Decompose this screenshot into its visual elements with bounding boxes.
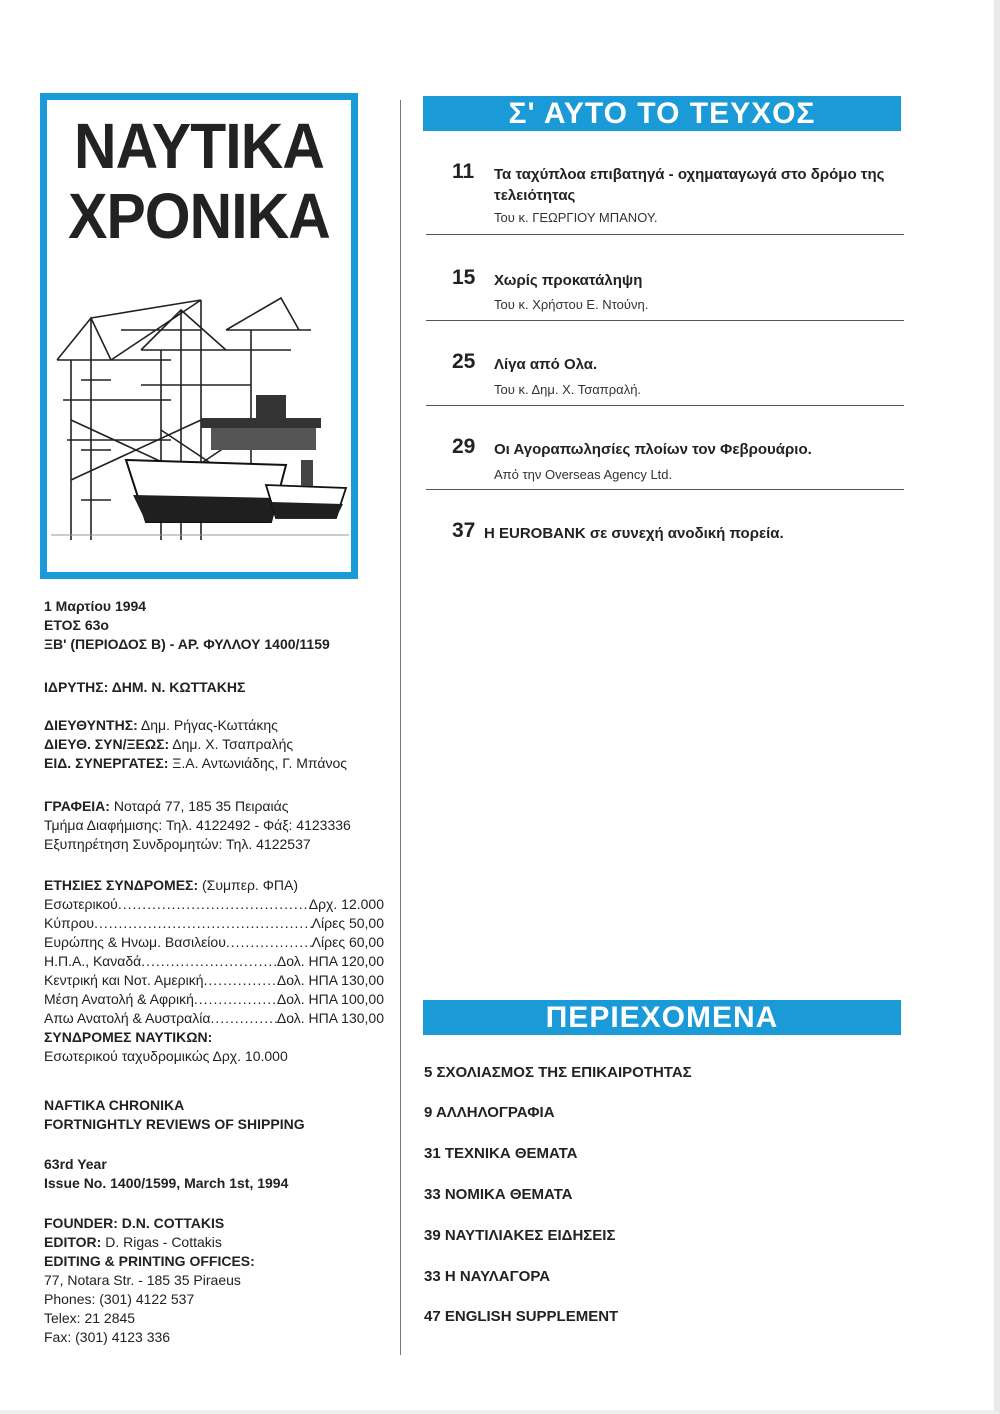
- contents-item: 33 Η ΝΑΥΛΑΓΟΡΑ: [424, 1268, 551, 1285]
- issue-volume: ΞΒ' (ΠΕΡΙΟΔΟΣ Β) - ΑΡ. ΦΥΛΛΟΥ 1400/1159: [44, 636, 330, 652]
- offices-subs: Εξυπηρέτηση Συνδρομητών: Τηλ. 4122537: [44, 836, 311, 852]
- rate-row: [44, 990, 384, 1009]
- masthead-title-line1: ΝΑΥΤΙΚΑ: [74, 110, 324, 182]
- staff-value: Δημ. Χ. Τσαπραλής: [169, 736, 294, 752]
- article-page: 37: [452, 519, 476, 542]
- article-page: 29: [452, 435, 476, 458]
- offices-label: ΓΡΑΦΕΙΑ:: [44, 798, 110, 814]
- contents-item: 9 ΑΛΛΗΛΟΓΡΑΦΙΑ: [424, 1104, 555, 1121]
- article-page: 11: [452, 160, 475, 183]
- rate-region: Κεντρική και Νοτ. Αμερική: [44, 972, 204, 988]
- rate-price: Δολ. ΗΠΑ 120,00: [276, 953, 384, 969]
- rate-price: Δολ. ΗΠΑ 130,00: [276, 1010, 384, 1026]
- issue-year: ΕΤΟΣ 63ο: [44, 617, 109, 633]
- rate-region: Ευρώπης & Ηνωμ. Βασιλείου: [44, 934, 226, 950]
- nautical-rate: Εσωτερικού ταχυδρομικώς Δρχ. 10.000: [44, 1048, 288, 1064]
- article-author: Του κ. Χρήστου Ε. Ντούνη.: [494, 297, 649, 312]
- english-offices-label: EDITING & PRINTING OFFICES:: [44, 1253, 255, 1269]
- rate-price: Δολ. ΗΠΑ 130,00: [276, 972, 384, 988]
- article-author: Του κ. Δημ. Χ. Τσαπραλή.: [494, 382, 642, 397]
- rate-price: Δολ. ΗΠΑ 100,00: [276, 991, 384, 1007]
- english-fax: Fax: (301) 4123 336: [44, 1329, 171, 1345]
- article-author: Από την Overseas Agency Ltd.: [494, 467, 673, 482]
- issue-date: 1 Μαρτίου 1994: [44, 598, 147, 614]
- article-item: [452, 160, 904, 230]
- rate-row: [44, 952, 384, 971]
- article-title: Τα ταχύπλοα επιβατηγά - οχηματαγωγά στο δρόμο της τελειότητας: [494, 166, 885, 204]
- article-rule: [426, 405, 904, 406]
- article-rule: [426, 234, 904, 235]
- english-founder: D.N. COTTAKIS: [117, 1215, 225, 1231]
- english-name-block: [44, 1096, 305, 1134]
- rate-region: Εσωτερικού: [44, 896, 118, 912]
- subscriptions-note: (Συμπερ. ΦΠΑ): [198, 877, 298, 893]
- rate-row: [44, 895, 384, 914]
- rate-region: Μέση Ανατολή & Αφρική: [44, 991, 194, 1007]
- staff-value: Δημ. Ρήγας-Κωττάκης: [137, 717, 278, 733]
- contents-item: 39 ΝΑΥΤΙΛΙΑΚΕΣ ΕΙΔΗΣΕΙΣ: [424, 1227, 616, 1244]
- rate-region: Απω Ανατολή & Αυστραλία: [44, 1010, 211, 1026]
- english-editor: D. Rigas - Cottakis: [101, 1234, 222, 1250]
- offices-block: [44, 797, 351, 854]
- dot-leader: [204, 971, 277, 990]
- rate-row: [44, 933, 384, 952]
- staff-list: [44, 716, 347, 773]
- offices-address: Νοταρά 77, 185 35 Πειραιάς: [109, 798, 289, 814]
- rate-price: Λίρες 60,00: [311, 934, 384, 950]
- english-staff-block: [44, 1214, 255, 1347]
- english-telex: Telex: 21 2845: [44, 1310, 136, 1326]
- english-issue: Issue No. 1400/1599, March 1st, 1994: [44, 1175, 289, 1191]
- rate-price: Λίρες 50,00: [311, 915, 384, 931]
- contents-banner: ΠΕΡΙΕΧΟΜΕΝΑ: [423, 1000, 901, 1035]
- contents-item: 33 ΝΟΜΙΚΑ ΘΕΜΑΤΑ: [424, 1186, 573, 1203]
- rate-price: Δρχ. 12.000: [308, 896, 384, 912]
- rate-row: [44, 914, 384, 933]
- rate-row: [44, 1009, 384, 1028]
- english-founder-label: FOUNDER:: [44, 1215, 118, 1231]
- contents-item: 5 ΣΧΟΛΙΑΣΜΟΣ ΤΗΣ ΕΠΙΚΑΙΡΟΤΗΤΑΣ: [424, 1064, 692, 1081]
- english-address: 77, Notara Str. - 185 35 Piraeus: [44, 1272, 241, 1288]
- article-item: [452, 435, 904, 485]
- article-item: [452, 266, 904, 316]
- article-title: Χωρίς προκατάληψη: [494, 272, 643, 289]
- article-title: Οι Αγοραπωλησίες πλοίων τον Φεβρουάριο.: [494, 441, 812, 458]
- staff-value: Ξ.Α. Αντωνιάδης, Γ. Μπάνος: [168, 755, 347, 771]
- staff-row: [44, 735, 347, 754]
- article-title: Λίγα από Ολα.: [494, 356, 598, 373]
- english-name: NAFTIKA CHRONIKA: [44, 1097, 185, 1113]
- offices-ads: Τμήμα Διαφήμισης: Τηλ. 4122492 - Φάξ: 4123336: [44, 817, 351, 833]
- staff-label: ΔΙΕΥΘΥΝΤΗΣ:: [44, 717, 138, 733]
- dot-leader: [141, 952, 277, 971]
- contents-item: 31 ΤΕΧΝΙΚΑ ΘΕΜΑΤΑ: [424, 1145, 578, 1162]
- subscriptions-block: [44, 876, 384, 1066]
- article-rule: [426, 489, 904, 490]
- issue-info: [44, 597, 330, 654]
- english-year: 63rd Year: [44, 1156, 107, 1172]
- rate-region: Κύπρου: [44, 915, 95, 931]
- dot-leader: [118, 895, 309, 914]
- nautical-heading: ΣΥΝΔΡΟΜΕΣ ΝΑΥΤΙΚΩΝ:: [44, 1029, 213, 1045]
- rate-row: [44, 971, 384, 990]
- dot-leader: [226, 933, 312, 952]
- article-rule: [426, 320, 904, 321]
- contents-item: 47 ENGLISH SUPPLEMENT: [424, 1308, 619, 1325]
- english-tagline: FORTNIGHTLY REVIEWS OF SHIPPING: [44, 1116, 305, 1132]
- dot-leader: [194, 990, 277, 1009]
- dot-leader: [94, 914, 312, 933]
- article-item: [452, 350, 904, 400]
- staff-label: ΕΙΔ. ΣΥΝΕΡΓΑΤΕΣ:: [44, 755, 169, 771]
- article-page: 15: [452, 266, 476, 289]
- in-this-issue-banner: Σ' ΑΥΤΟ ΤΟ ΤΕΥΧΟΣ: [423, 96, 901, 131]
- port-cranes-ship-icon: [51, 290, 349, 570]
- english-editor-label: EDITOR:: [44, 1234, 102, 1250]
- founder-line: [44, 678, 245, 697]
- staff-row: [44, 754, 347, 773]
- staff-label: ΔΙΕΥΘ. ΣΥΝ/ΞΕΩΣ:: [44, 736, 170, 752]
- article-title: Η EUROBANK σε συνεχή ανοδική πορεία.: [484, 525, 784, 542]
- dot-leader: [210, 1009, 276, 1028]
- article-page: 25: [452, 350, 476, 373]
- english-issue-block: [44, 1155, 288, 1193]
- rate-region: Η.Π.Α., Καναδά: [44, 953, 142, 969]
- article-author: Του κ. ΓΕΩΡΓΙΟΥ ΜΠΑΝΟΥ.: [494, 210, 658, 225]
- masthead-title-line2: ΧΡΟΝΙΚΑ: [68, 180, 330, 252]
- column-divider: [400, 100, 401, 1355]
- subscriptions-heading: ΕΤΗΣΙΕΣ ΣΥΝΔΡΟΜΕΣ:: [44, 877, 199, 893]
- english-phones: Phones: (301) 4122 537: [44, 1291, 195, 1307]
- founder-text: ΙΔΡΥΤΗΣ: ΔΗΜ. Ν. ΚΩΤΤΑΚΗΣ: [44, 679, 246, 695]
- staff-row: [44, 716, 347, 735]
- article-item: [452, 519, 904, 549]
- masthead-box: [40, 93, 358, 579]
